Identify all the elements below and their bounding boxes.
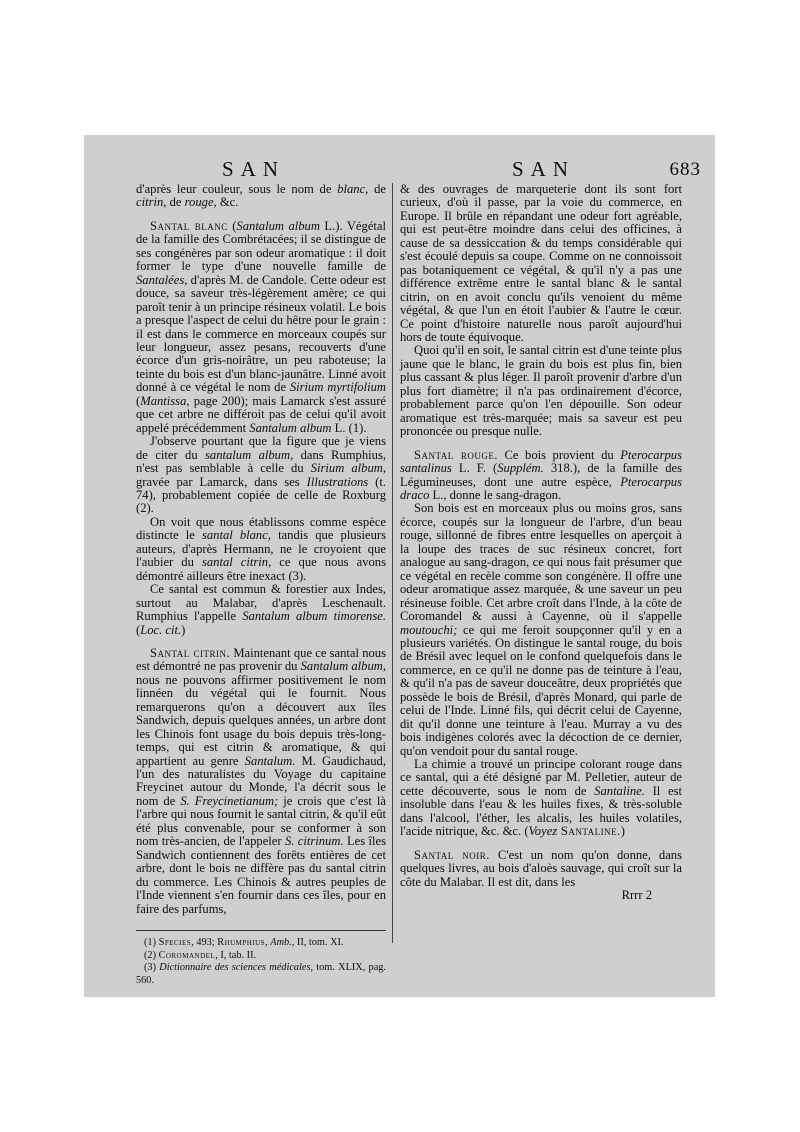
paragraph-son-bois: Son bois est en morceaux plus ou moins gros, sans écorce, coupés sur la longueur de l'arbre, d'un beau rouge, sillonné de fibres entre lesquelles on aperçoit à la loupe des traces de suc résineux concret, fort analogue au sang-dragon, ce qui nous fait présumer que ce végétal en recèle comme son congénère. Il offre une odeur aromatique assez marquée, & une saveur un peu résineuse foible. Cet arbre croît dans l'Inde, à la côte de Coromandel & aussi à Cayenne, où il s'appelle moutouchi; ce qui me feroit soupçonner qu'il y en a plusieurs variétés. On distingue le santal rouge, du bois de Brésil avec lequel on le confond quelquefois dans le commerce, en ce qu'il ne donne pas de teinture à l'eau, & qu'il n'a pas de saveur douceâtre, deux propriétés que possède le bois de Brésil, d'après Monard, qui parle de celui de l'Inde. Linné fils, qui décrit celui de Cayenne, dit qu'il donne une teinture à l'eau. Murray a vu des bois indigènes colorés avec la décoction de ce dernier, qu'on vendoit pour du santal rouge.	[400, 501, 682, 758]
paragraph-chimie: La chimie a trouvé un principe colorant rouge dans ce santal, qui a été désigné par M. Pelletier, auteur de cette découverte, sous le nom de Santaline. Il est insoluble dans l'eau & les huiles fixes, & très-soluble dans l'alcool, l'éther, les alcalis, les huiles volatiles, l'acide nitrique, &c. &c. (Voyez Santaline.)	[400, 757, 683, 839]
footnote-3: (3) Dictionnaire des sciences médicales, tom. XLIX, pag. 560.	[136, 962, 386, 986]
entry-santal-noir: Santal noir. C'est un nom qu'on donne, dans quelques livres, au bois d'aloès sauvage, qui croît sur la côte du Malabar. Il est dit, dans les	[400, 847, 682, 889]
page-scan	[84, 135, 715, 997]
entry-heading: Santal rouge.	[414, 447, 498, 462]
entry-heading: Santal blanc	[150, 218, 228, 233]
entry-heading: Santal citrin.	[150, 645, 231, 660]
entry-heading: Santal noir.	[414, 847, 490, 862]
paragraph-commun: Ce santal est commun & forestier aux Indes, surtout au Malabar, d'après Leschenault. Rumphius l'appelle Santalum album timorense. (Loc. cit.)	[136, 582, 386, 637]
paragraph-quoi: Quoi qu'il en soit, le santal citrin est d'une teinte plus jaune que le blanc, le grain du bois est plus fin, bien plus cassant & plus léger. Il paroît provenir d'arbre d'un plus fort diamètre; il n'a pas ordinairement d'écorce, probablement parce qu'on l'en dépouille. Son odeur aromatique est très-marquée; mais sa saveur est peu prononcée ou presque nulle.	[400, 343, 682, 439]
footnote-2: (2) Coromandel, I, tab. II.	[144, 949, 257, 961]
entry-santal-blanc: Santal blanc (Santalum album L.). Végétal de la famille des Combrétacées; il se distingue de ses congénères par son odeur aromatique : il doit former le type d'une nouvelle famille de Santalées, d'après M. de Candole. Cette odeur est douce, sa saveur très-légèrement amère; ce qui paroît tenir à un principe résineux volatil. Le bois a presque l'aspect de celui du hêtre pour le grain : il est dans le commerce en morceaux coupés sur leur longueur, assez pesans, recouverts d'une écorce d'un gris-noirâtre, un peu raboteuse; la teinte du bois est d'un blanc-jaunâtre. Linné avoit donné à ce végétal le nom de Sirium myrtifolium (Mantissa, page 200); mais Lamarck s'est assuré que cet arbre ne différoit pas de celui qu'il avoit appelé précédemment Santalum album L. (1).	[136, 218, 386, 435]
paragraph-espece: On voit que nous établissons comme espèce distincte le santal blanc, tandis que plusieurs auteurs, d'après Hermann, ne le croyoient que l'aubier du santal citrin, ce que nous avons démontré ailleurs être inexact (3).	[136, 514, 386, 583]
entry-santal-citrin: Santal citrin. Maintenant que ce santal nous est démontré ne pas provenir du Santalum album, nous ne pouvons affirmer positivement le nom linnéen du végétal qui le fournit. Nous remarquerons qu'on a découvert aux îles Sandwich, depuis quelques années, un arbre dont les Chinois font usage du bois depuis très-long-temps, qui est citrin & aromatique, & qui appartient au genre Santalum. M. Gaudichaud, l'un des naturalistes du Voyage du capitaine Freycinet autour du Monde, l'a décrit sous le nom de S. Freycinetianum; je crois que c'est là l'arbre qui nous fournit le santal citrin, & qu'il eût été plus convenable, pour se conformer à son nom très-ancien, de l'appeler S. citrinum. Les îles Sandwich contiennent des forêts entières de cet arbre, dont le bois ne diffère pas du santal citrin du commerce. Les Chinois & autres peuples de l'Inde viennent s'en fournir dans ces îles, pour en faire des parfums,	[136, 645, 387, 916]
running-head-right: SAN	[512, 157, 576, 181]
footnote-rule	[136, 930, 386, 931]
right-column	[400, 183, 682, 903]
running-head-left: SAN	[222, 157, 286, 181]
continuation-paragraph: & des ouvrages de marqueterie dont ils sont fort curieux, d'où il passe, par la voie du commerce, en Europe. Il brûle en répandant une odeur fort agréable, qui est peut-être moindre dans celui des officines, à cause de sa dessiccation & du temps considérable qui s'est écoulé depuis sa coupe. Comme on ne connoissoit pas botaniquement ce végétal, & qu'il n'y a pas une différence extrême entre le santal blanc & le santal citrin, on en avoit conclu qu'ils venoient du même végétal, & que l'un en étoit l'aubier & l'autre le cœur. Ce point d'histoire naturelle nous paroît aujourd'hui hors de toute équivoque.	[400, 182, 682, 344]
footnote-1: (1) Species, 493; Rhumphius, Amb., II, tom. XI.	[144, 937, 344, 949]
continuation-paragraph: d'après leur couleur, sous le nom de blanc, de citrin, de rouge, &c.	[136, 182, 386, 210]
left-column	[136, 183, 386, 987]
column-divider	[392, 183, 393, 943]
page-number: 683	[669, 159, 701, 180]
paragraph-observation: J'observe pourtant que la figure que je viens de citer du santalum album, dans Rumphius, n'est pas semblable à celle du Sirium album, gravée par Lamarck, dans ses Illustrations (t. 74), probablement copiée de celle de Roxburg (2).	[136, 434, 386, 516]
signature-mark: Rrrr 2	[621, 888, 652, 903]
entry-santal-rouge: Santal rouge. Ce bois provient du Pterocarpus santalinus L. F. (Supplém. 318.), de la famille des Légumineuses, dont une autre espèce, Pterocarpus draco L., donne le sang-dragon.	[400, 447, 682, 502]
